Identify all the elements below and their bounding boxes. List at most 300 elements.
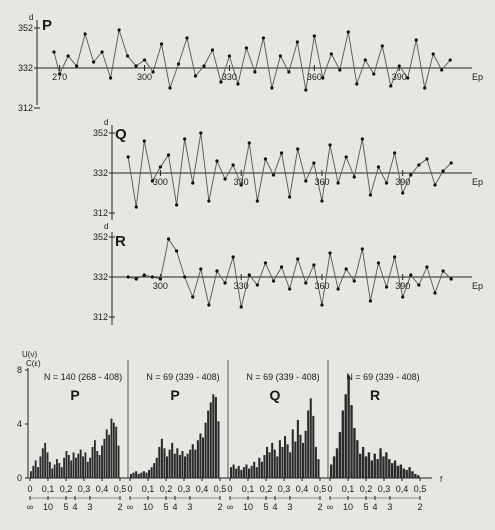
spectrum-bar <box>140 473 142 478</box>
spectrum-bar <box>151 467 153 478</box>
x-tick-label: 360 <box>306 72 322 82</box>
data-point <box>287 70 290 73</box>
data-point <box>183 137 186 140</box>
spectrum-bar <box>368 452 370 478</box>
period-tick-label: 2 <box>217 502 223 512</box>
data-point <box>312 161 315 164</box>
spectrum-bar <box>388 459 390 478</box>
f-tick-label: 0,3 <box>377 484 391 494</box>
data-point <box>67 54 70 57</box>
data-point <box>338 68 341 71</box>
spectrum-bar <box>84 452 86 478</box>
period-tick-label: 2 <box>117 502 123 512</box>
data-point <box>364 58 367 61</box>
x-tick-label: 390 <box>391 72 407 82</box>
spectrum-bar <box>115 427 117 478</box>
f-tick-label: 0,1 <box>141 484 155 494</box>
spectrum-bar <box>281 447 283 478</box>
data-point <box>345 267 348 270</box>
data-point <box>389 84 392 87</box>
f-tick-label: 0,2 <box>159 484 173 494</box>
timeseries-panel-q <box>109 125 472 220</box>
freq-label: f <box>440 475 443 484</box>
data-point <box>398 64 401 67</box>
data-point <box>207 303 210 306</box>
spectrum-bar <box>158 447 160 478</box>
spectrum-bar <box>143 471 145 478</box>
data-point <box>159 165 162 168</box>
spectrum-bar <box>166 456 168 478</box>
data-point <box>330 52 333 55</box>
data-point <box>304 88 307 91</box>
spectrum-bar <box>44 443 46 478</box>
f-tick-label: 0,4 <box>295 484 309 494</box>
data-point <box>288 287 291 290</box>
period-tick-label: 2 <box>417 502 423 512</box>
data-point <box>441 269 444 272</box>
spectrum-bar <box>106 429 108 478</box>
data-point <box>117 28 120 31</box>
f-tick-label: 0,5 <box>413 484 427 494</box>
period-tick-label: 3 <box>187 502 193 512</box>
spectrum-bar <box>400 465 402 479</box>
data-point <box>369 193 372 196</box>
spectrum-bar <box>299 435 301 478</box>
data-point <box>202 64 205 67</box>
panel-letter: Q <box>115 126 127 143</box>
data-point <box>361 137 364 140</box>
period-tick-label: 5 <box>163 502 169 512</box>
f-tick-label: 0,1 <box>241 484 255 494</box>
data-point <box>401 191 404 194</box>
data-point <box>168 86 171 89</box>
spectrum-bar <box>66 451 68 478</box>
spectrum-bar <box>68 455 70 478</box>
spectrum-panel-letter: P <box>170 387 180 403</box>
x-tick-label: 330 <box>221 72 237 82</box>
spectrum-bar <box>408 467 410 478</box>
spectrum-bar <box>108 435 110 478</box>
period-tick-label: ∞ <box>326 502 334 512</box>
x-tick-label: 300 <box>152 281 168 291</box>
spectrum-bar <box>39 456 41 478</box>
data-point <box>440 68 443 71</box>
data-point <box>175 249 178 252</box>
spectrum-bar <box>289 452 291 478</box>
data-point <box>385 285 388 288</box>
data-point <box>232 255 235 258</box>
data-point <box>245 46 248 49</box>
data-point <box>381 44 384 47</box>
spectrum-bar <box>205 423 207 478</box>
spectrum-bar <box>58 463 60 478</box>
data-point <box>248 273 251 276</box>
data-point <box>248 141 251 144</box>
spectrum-bar <box>310 398 312 478</box>
spectrum-bar <box>56 459 58 478</box>
x-axis-label: Ep <box>472 72 484 82</box>
f-tick-label: 0 <box>27 484 33 494</box>
data-point <box>134 64 137 67</box>
data-point <box>353 279 356 282</box>
spectrum-bar <box>163 448 165 478</box>
spectrum-bar <box>37 467 39 478</box>
data-point <box>449 58 452 61</box>
f-tick-label: 0,3 <box>77 484 91 494</box>
spectrum-bar <box>342 411 344 479</box>
spectrum-bar <box>353 428 355 478</box>
f-tick-label: 0,5 <box>313 484 327 494</box>
spectrum-bar <box>271 443 273 478</box>
period-tick-label: 5 <box>263 502 269 512</box>
spectrum-bar <box>197 440 199 478</box>
spectrum-bar <box>194 450 196 478</box>
spectrum-bar <box>284 436 286 478</box>
data-point <box>52 50 55 53</box>
f-tick-label: 0 <box>127 484 133 494</box>
data-point <box>151 275 154 278</box>
timeseries-panel-r <box>109 232 472 325</box>
y-tick-label: 352 <box>92 128 108 138</box>
spectrum-bar <box>35 460 37 478</box>
spectrum-bar <box>94 440 96 478</box>
spectrum-bar <box>385 452 387 478</box>
period-tick-label: 3 <box>287 502 293 512</box>
spectrum-bar <box>374 454 376 478</box>
period-tick-label: 10 <box>142 502 154 512</box>
data-point <box>135 277 138 280</box>
data-point <box>288 195 291 198</box>
spectrum-bar <box>365 456 367 478</box>
data-point <box>280 265 283 268</box>
data-point <box>280 151 283 154</box>
spectrum-bar <box>212 394 214 478</box>
spectrum-bar <box>359 454 361 478</box>
spectrum-bar <box>207 411 209 479</box>
data-point <box>347 30 350 33</box>
data-point <box>337 181 340 184</box>
x-tick-label: 330 <box>233 177 249 187</box>
period-tick-label: 10 <box>342 502 354 512</box>
f-tick-label: 0,1 <box>41 484 55 494</box>
spectrum-bar <box>256 467 258 478</box>
spectrum-bar <box>80 450 82 478</box>
spectrum-bar <box>274 450 276 478</box>
data-point <box>385 181 388 184</box>
data-point <box>328 251 331 254</box>
spectrum-bar <box>379 448 381 478</box>
panel-letter: R <box>115 233 126 250</box>
y-tick-label: 352 <box>92 232 108 242</box>
spectrum-bar <box>73 452 75 478</box>
spectrum-bar <box>156 458 158 478</box>
spectrum-bar <box>210 402 212 478</box>
x-tick-label: 300 <box>152 177 168 187</box>
data-point <box>296 257 299 260</box>
units-label: d <box>104 118 109 127</box>
spectrum-bar <box>138 474 140 478</box>
spectrum-bar <box>63 458 65 478</box>
data-point <box>450 277 453 280</box>
data-point <box>143 273 146 276</box>
data-point <box>450 161 453 164</box>
spectrum-title: N = 140 (268 - 408) <box>43 372 123 382</box>
data-point <box>199 131 202 134</box>
spectrum-y-tick-label: 8 <box>16 365 22 375</box>
data-point <box>415 38 418 41</box>
data-point <box>167 237 170 240</box>
spectrum-panel-letter: Q <box>269 387 281 403</box>
spectrum-bar <box>302 443 304 478</box>
data-point <box>177 62 180 65</box>
spectrum-bar <box>118 446 120 478</box>
data-point <box>401 295 404 298</box>
period-tick-label: ∞ <box>226 502 234 512</box>
data-point <box>215 269 218 272</box>
spectrum-title: N = 69 (339 - 408) <box>246 372 320 382</box>
data-point <box>361 247 364 250</box>
data-point <box>240 305 243 308</box>
data-point <box>253 70 256 73</box>
f-tick-label: 0,4 <box>195 484 209 494</box>
y-tick-label: 312 <box>17 103 33 113</box>
spectrum-bar <box>330 465 332 479</box>
spectrum-bar <box>96 451 98 478</box>
spectrum-bar <box>315 447 317 478</box>
y-tick-label: 352 <box>17 23 33 33</box>
spectrum-bar <box>70 460 72 478</box>
spectrum-bar <box>111 419 113 478</box>
data-point <box>423 86 426 89</box>
data-point <box>345 155 348 158</box>
data-point <box>126 54 129 57</box>
y-tick-label: 332 <box>92 168 108 178</box>
spectrum-bar <box>77 454 79 478</box>
spectrum-bar <box>253 462 255 478</box>
spectrum-bar <box>89 458 91 478</box>
data-point <box>215 159 218 162</box>
data-point <box>75 64 78 67</box>
spectrum-y-tick-label: 0 <box>16 473 22 483</box>
data-point <box>223 281 226 284</box>
data-point <box>127 275 130 278</box>
period-tick-label: 5 <box>363 502 369 512</box>
spectrum-title: N = 69 (339 - 408) <box>146 372 220 382</box>
x-tick-label: 300 <box>137 72 153 82</box>
spectrum-bar <box>233 465 235 479</box>
spectrum-bar <box>405 470 407 478</box>
y-tick-label: 332 <box>92 272 108 282</box>
spectrum-bar <box>248 469 250 478</box>
x-tick-label: 390 <box>395 281 411 291</box>
spectrum-bar <box>42 448 44 478</box>
period-tick-label: 3 <box>87 502 93 512</box>
data-point <box>433 291 436 294</box>
spectrum-bar <box>414 474 416 478</box>
data-point <box>109 76 112 79</box>
x-tick-label: 390 <box>395 177 411 187</box>
spectrum-bar <box>391 463 393 478</box>
data-point <box>160 42 163 45</box>
spectrum-bar <box>382 456 384 478</box>
spectrum-bar <box>184 456 186 478</box>
y-tick-label: 332 <box>17 63 33 73</box>
spectrum-bar <box>305 431 307 478</box>
data-point <box>441 169 444 172</box>
spectrum-bar <box>217 421 219 478</box>
data-point <box>223 177 226 180</box>
data-point <box>232 163 235 166</box>
f-tick-label: 0,3 <box>277 484 291 494</box>
spectrum-bar <box>266 447 268 478</box>
f-tick-label: 0,4 <box>395 484 409 494</box>
spectrum-y-tick-label: 4 <box>16 419 22 429</box>
spectrum-bar <box>397 466 399 478</box>
spectrum-bar <box>171 443 173 478</box>
data-point <box>417 163 420 166</box>
f-tick-label: 0 <box>327 484 333 494</box>
data-point <box>355 82 358 85</box>
data-point <box>236 82 239 85</box>
units-label: d <box>29 13 34 22</box>
data-point <box>264 261 267 264</box>
data-point <box>304 281 307 284</box>
data-point <box>211 48 214 51</box>
spectrum-bar <box>362 447 364 478</box>
period-tick-label: 10 <box>42 502 54 512</box>
f-tick-label: 0,5 <box>213 484 227 494</box>
spectrum-bar <box>243 467 245 478</box>
spectrum-bar <box>187 454 189 478</box>
spectrum-bar <box>312 416 314 478</box>
spectrum-bar <box>32 466 34 478</box>
data-point <box>337 287 340 290</box>
spectrum-bar <box>235 469 237 478</box>
data-point <box>100 50 103 53</box>
spectrum-bar <box>371 460 373 478</box>
spectrum-bar <box>356 440 358 478</box>
data-point <box>425 157 428 160</box>
data-point <box>262 36 265 39</box>
period-tick-label: 4 <box>272 502 278 512</box>
data-point <box>432 52 435 55</box>
data-point <box>92 60 95 63</box>
spectrum-bar <box>176 448 178 478</box>
period-tick-label: 4 <box>372 502 378 512</box>
data-point <box>328 143 331 146</box>
spectrum-bar <box>30 471 32 478</box>
spectrum-y-label-bottom: C(ε) <box>26 359 41 368</box>
period-tick-label: 10 <box>242 502 254 512</box>
spectrum-bar <box>307 411 309 479</box>
spectrum-bar <box>376 459 378 478</box>
period-tick-label: 4 <box>172 502 178 512</box>
period-tick-label: 5 <box>63 502 69 512</box>
spectrum-bar <box>263 455 265 478</box>
data-point <box>353 175 356 178</box>
spectrum-bar <box>215 397 217 478</box>
y-tick-label: 312 <box>92 312 108 322</box>
spectrum-bar <box>411 471 413 478</box>
f-tick-label: 0,2 <box>59 484 73 494</box>
panel-letter: P <box>42 17 53 34</box>
spectrum-bar <box>75 458 77 478</box>
spectrum-bar <box>333 456 335 478</box>
spectrum-bar <box>92 447 94 478</box>
spectrum-bar <box>317 459 319 478</box>
f-tick-label: 0 <box>227 484 233 494</box>
spectrum-bar <box>47 452 49 478</box>
spectrum-bar <box>345 394 347 478</box>
spectrum-bar <box>174 454 176 478</box>
data-point <box>372 72 375 75</box>
spectrum-panel-letter: R <box>369 387 381 403</box>
spectrum-bar <box>258 458 260 478</box>
data-point <box>433 183 436 186</box>
spectrum-bar <box>339 432 341 478</box>
spectrum-bar <box>347 375 349 478</box>
spectrum-bar <box>251 466 253 478</box>
spectrum-bar <box>51 469 53 478</box>
f-tick-label: 0,5 <box>113 484 127 494</box>
spectrum-bar <box>350 405 352 478</box>
spectrum-bar <box>292 429 294 478</box>
spectrum-bar <box>61 467 63 478</box>
data-point <box>279 54 282 57</box>
data-point <box>264 157 267 160</box>
spectrum-bar <box>169 450 171 478</box>
data-point <box>127 155 130 158</box>
period-tick-label: 3 <box>387 502 393 512</box>
data-point <box>228 54 231 57</box>
y-tick-label: 312 <box>92 208 108 218</box>
data-point <box>175 203 178 206</box>
spectrum-bar <box>269 452 271 478</box>
data-point <box>191 181 194 184</box>
spectrum-bar <box>181 451 183 478</box>
data-point <box>270 86 273 89</box>
data-point <box>191 295 194 298</box>
data-point <box>207 199 210 202</box>
spectrum-title: N = 69 (339 - 408) <box>346 372 420 382</box>
x-axis-label: Ep <box>472 281 484 291</box>
spectrum-bar <box>103 439 105 478</box>
spectrum-bar <box>417 475 419 478</box>
data-point <box>393 255 396 258</box>
data-point <box>143 139 146 142</box>
timeseries-panel-p <box>34 20 472 108</box>
x-axis-label: Ep <box>472 177 484 187</box>
data-point <box>417 283 420 286</box>
units-label: d <box>104 222 109 231</box>
spectrum-bar <box>130 474 132 478</box>
spectrum-bar <box>161 439 163 478</box>
data-point <box>312 263 315 266</box>
spectrum-bar <box>82 456 84 478</box>
period-tick-label: 4 <box>72 502 78 512</box>
f-tick-label: 0,4 <box>95 484 109 494</box>
spectrum-bar <box>287 444 289 478</box>
x-tick-label: 270 <box>52 72 68 82</box>
data-point <box>409 273 412 276</box>
spectrum-bar <box>179 455 181 478</box>
f-tick-label: 0,1 <box>341 484 355 494</box>
x-tick-label: 360 <box>314 177 330 187</box>
data-point <box>304 179 307 182</box>
spectrum-panel-letter: P <box>70 387 80 403</box>
f-tick-label: 0,2 <box>359 484 373 494</box>
spectrum-bar <box>245 465 247 479</box>
